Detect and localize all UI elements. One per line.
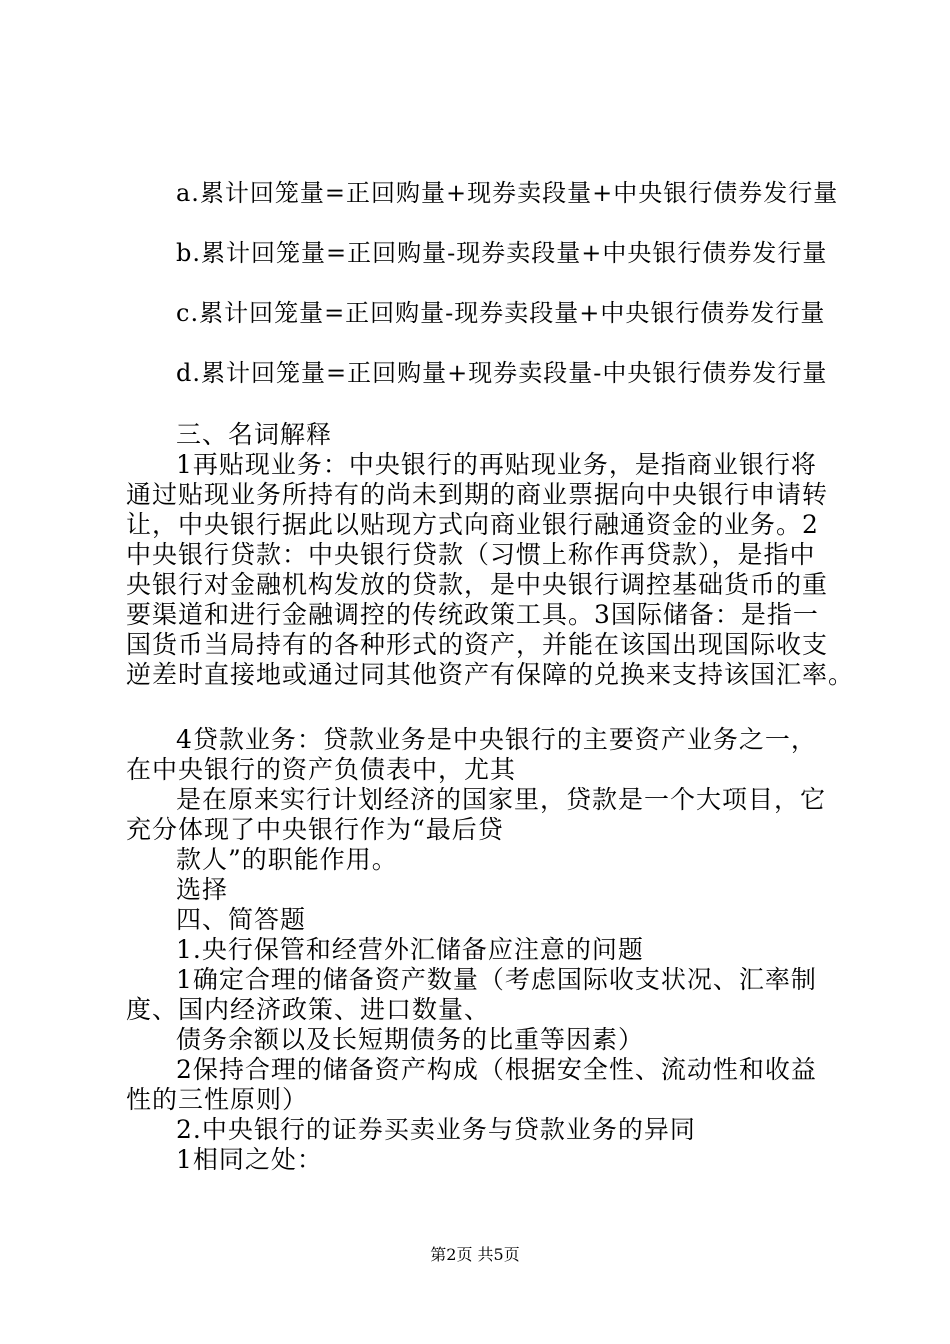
q2-title: 2.中央银行的证券买卖业务与贷款业务的异同 xyxy=(176,1115,696,1144)
section-3-heading: 三、名词解释 xyxy=(176,420,333,449)
option-a: a.累计回笼量=正回购量+现券卖段量+中央银行债券发行量 xyxy=(176,179,839,207)
para2-line: 充分体现了中央银行作为“最后贷 xyxy=(126,815,504,844)
para1-line: 1再贴现业务：中央银行的再贴现业务，是指商业银行将 xyxy=(176,450,817,479)
q1-title: 1.央行保管和经营外汇储备应注意的问题 xyxy=(176,935,644,964)
para1-line: 逆差时直接地或通过同其他资产有保障的兑换来支持该国汇率。 xyxy=(126,660,855,689)
para1-line: 央银行对金融机构发放的贷款，是中央银行调控基础货币的重 xyxy=(126,570,829,599)
section-4-heading: 四、简答题 xyxy=(176,905,307,934)
q1-item1-line: 1确定合理的储备资产数量（考虑国际收支状况、汇率制 xyxy=(176,965,817,994)
para2-line: 款人”的职能作用。 xyxy=(176,845,398,874)
option-c: c.累计回笼量=正回购量-现券卖段量+中央银行债券发行量 xyxy=(176,299,826,327)
q1-item2-line: 性的三性原则） xyxy=(126,1085,309,1114)
para2-line: 在中央银行的资产负债表中，尤其 xyxy=(126,755,517,784)
para1-line: 让，中央银行据此以贴现方式向商业银行融通资金的业务。2 xyxy=(126,510,819,539)
q1-item2-line: 2保持合理的储备资产构成（根据安全性、流动性和收益 xyxy=(176,1055,817,1084)
section-4 xyxy=(126,905,836,1175)
para2-line: 选择 xyxy=(176,875,229,904)
section-3 xyxy=(126,420,855,690)
q1-item1-line: 度、国内经济政策、进口数量、 xyxy=(126,995,491,1024)
para2-line: 是在原来实行计划经济的国家里，贷款是一个大项目，它 xyxy=(176,785,827,814)
para1-line: 通过贴现业务所持有的尚未到期的商业票据向中央银行申请转 xyxy=(126,480,829,509)
option-b: b.累计回笼量=正回购量-现券卖段量+中央银行债券发行量 xyxy=(176,239,828,267)
section-3-para2 xyxy=(126,725,836,905)
para1-line: 中央银行贷款：中央银行贷款（习惯上称作再贷款），是指中 xyxy=(126,540,816,569)
q1-item1-line: 债务余额以及长短期债务的比重等因素） xyxy=(176,1025,645,1054)
para1-line: 国货币当局持有的各种形式的资产，并能在该国出现国际收支 xyxy=(126,630,829,659)
para1-line: 要渠道和进行金融调控的传统政策工具。3国际储备：是指一 xyxy=(126,600,819,629)
para2-line: 4贷款业务：贷款业务是中央银行的主要资产业务之一， xyxy=(176,725,817,754)
q2-item1: 1相同之处： xyxy=(176,1145,323,1174)
page-footer: 第2页 共5页 xyxy=(430,1245,520,1264)
option-d: d.累计回笼量=正回购量+现券卖段量-中央银行债券发行量 xyxy=(176,359,828,387)
